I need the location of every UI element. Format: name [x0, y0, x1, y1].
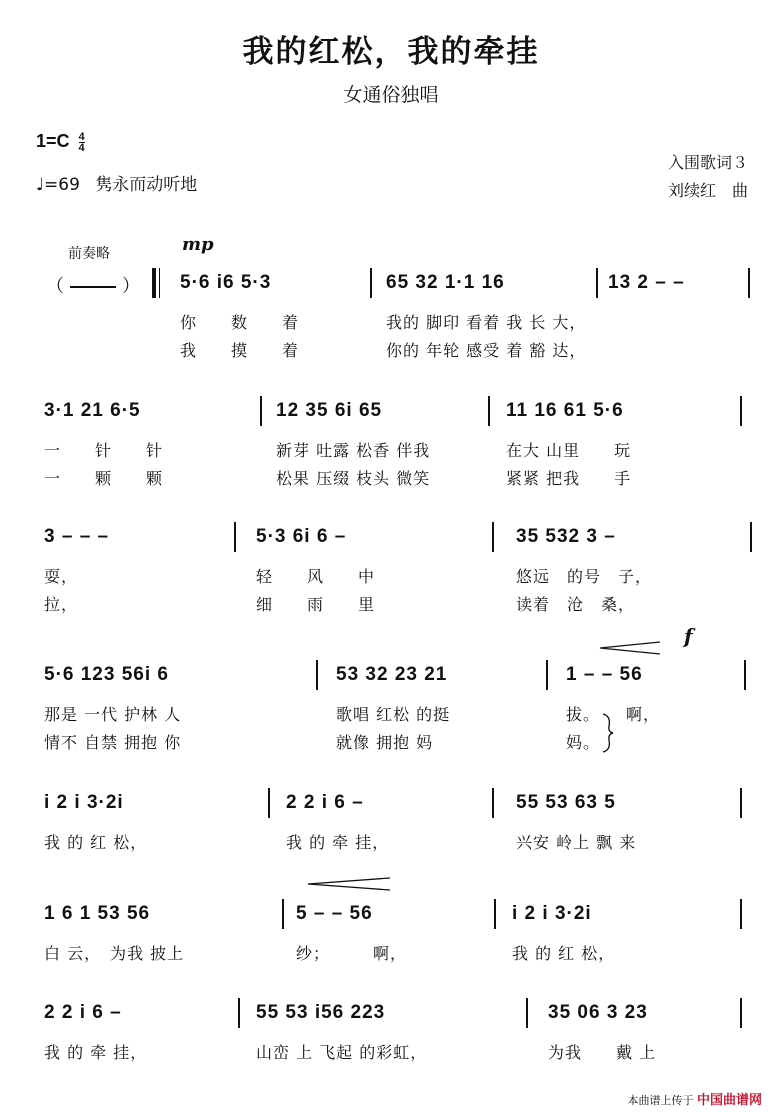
- bar-line: [750, 522, 752, 552]
- bar-line: [596, 268, 598, 298]
- footer-credit: [627, 1089, 762, 1108]
- time-sig-top: 4: [78, 130, 85, 143]
- measure-notes: 12 35 6i 65: [276, 400, 383, 421]
- lyric-text: 白 云， 为我 披上: [44, 944, 185, 963]
- lyric-text: 一 颗 颗: [44, 469, 164, 488]
- measure-notes: 55 53 63 5: [516, 792, 616, 813]
- lyric-text: 一 针 针: [44, 441, 164, 460]
- lyric-text: 松果 压缀 枝头 微笑: [276, 469, 431, 488]
- key-label: 1=C: [36, 131, 70, 151]
- song-title: 我的红松，我的牵挂: [242, 34, 540, 70]
- lyric-text: 我 的 红 松，: [512, 944, 616, 963]
- bar-line: [260, 396, 262, 426]
- key-signature: [36, 131, 85, 153]
- lyric-text: 就像 拥抱 妈: [336, 733, 434, 752]
- measure-notes: 3 – – –: [44, 526, 110, 547]
- prelude-open: （: [46, 276, 64, 297]
- measure-notes: 5·3 6i 6 –: [256, 526, 347, 547]
- bar-line: [546, 660, 548, 690]
- bar-line: [748, 268, 750, 298]
- bar-line: [282, 899, 284, 929]
- repeat-start-thin-bar: [159, 268, 160, 298]
- bar-line: [492, 522, 494, 552]
- lyric-text: 为我 戴 上: [548, 1043, 657, 1062]
- lyric-text: 细 雨 里: [256, 595, 376, 614]
- tempo-line: [36, 170, 197, 195]
- bar-line: [740, 998, 742, 1028]
- measure-notes: 35 06 3 23: [548, 1002, 648, 1023]
- lyric-text: 新芽 吐露 松香 伴我: [276, 441, 431, 460]
- expression-mark: 隽永而动听地: [95, 175, 198, 195]
- lyric-text: 拔。 啊，: [566, 705, 661, 724]
- bar-line: [494, 899, 496, 929]
- measure-notes: 11 16 61 5·6: [506, 400, 624, 421]
- bar-line: [740, 396, 742, 426]
- time-signature: [79, 132, 85, 153]
- lyric-text: 我 的 牵 挂，: [286, 833, 390, 852]
- prelude-close: ）: [122, 276, 140, 297]
- crescendo-hairpin-2: [306, 876, 392, 892]
- measure-notes: 2 2 i 6 –: [44, 1002, 122, 1023]
- lyricist-credit: 入围歌词３: [667, 153, 748, 172]
- lyric-text: 你 数 着: [180, 313, 300, 332]
- lyric-text: 纱； 啊，: [296, 944, 408, 963]
- lyric-text: 情不 自禁 拥抱 你: [44, 733, 182, 752]
- lyric-text: 紧紧 把我 手: [506, 469, 632, 488]
- lyric-text: 那是 一代 护林 人: [44, 705, 182, 724]
- dynamic-f: f: [684, 624, 693, 648]
- crescendo-hairpin-1: [598, 640, 662, 656]
- bar-line: [234, 522, 236, 552]
- lyric-text: 我 的 牵 挂，: [44, 1043, 148, 1062]
- intro-label: 前奏略: [68, 246, 110, 262]
- measure-notes: 53 32 23 21: [336, 664, 448, 685]
- composer-credit: 刘续红 曲: [667, 181, 748, 200]
- measure-notes: 35 532 3 –: [516, 526, 616, 547]
- bar-line: [492, 788, 494, 818]
- bar-line: [526, 998, 528, 1028]
- measure-notes: i 2 i 3·2i: [512, 903, 592, 924]
- lyric-text: 读着 沧 桑，: [516, 595, 636, 614]
- measure-notes: 5·6 i6 5·3: [180, 272, 272, 293]
- lyric-text: 轻 风 中: [256, 567, 376, 586]
- lyric-text: 耍，: [44, 567, 79, 586]
- footer-site: 中国曲谱网: [696, 1092, 762, 1107]
- measure-notes: i 2 i 3·2i: [44, 792, 124, 813]
- lyric-text: 我 的 红 松，: [44, 833, 148, 852]
- bar-line: [488, 396, 490, 426]
- prelude-placeholder: [46, 272, 140, 298]
- measure-notes: 5 – – 56: [296, 903, 373, 924]
- lyric-text: 歌唱 红松 的挺: [336, 705, 451, 724]
- time-sig-bottom: 4: [78, 141, 85, 154]
- lyric-text: 在大 山里 玩: [506, 441, 632, 460]
- song-subtitle: 女通俗独唱: [343, 84, 439, 106]
- measure-notes: 3·1 21 6·5: [44, 400, 141, 421]
- bar-line: [238, 998, 240, 1028]
- measure-notes: 2 2 i 6 –: [286, 792, 364, 813]
- bar-line: [740, 899, 742, 929]
- lyric-text: 我的 脚印 看着 我 长 大，: [386, 313, 587, 332]
- measure-notes: 1 – – 56: [566, 664, 643, 685]
- bar-line: [268, 788, 270, 818]
- lyric-text: 我 摸 着: [180, 341, 300, 360]
- repeat-start-bar: [152, 268, 156, 298]
- dynamic-mp: mp: [182, 234, 214, 255]
- prelude-dash: [70, 286, 116, 288]
- measure-notes: 55 53 i56 223: [256, 1002, 386, 1023]
- lyric-text: 拉，: [44, 595, 79, 614]
- tempo-mark: ♩=69: [36, 175, 80, 195]
- lyric-text: 兴安 岭上 飘 来: [516, 833, 637, 852]
- bar-line: [740, 788, 742, 818]
- measure-notes: 5·6 123 56i 6: [44, 664, 169, 685]
- lyric-text: 妈。: [566, 733, 601, 752]
- lyric-text: 山峦 上 飞起 的彩虹，: [256, 1043, 428, 1062]
- lyric-text: 你的 年轮 感受 着 豁 达，: [386, 341, 587, 360]
- lyric-text: 悠远 的号 子，: [516, 567, 653, 586]
- bar-line: [744, 660, 746, 690]
- bar-line: [316, 660, 318, 690]
- measure-notes: 65 32 1·1 16: [386, 272, 505, 293]
- measure-notes: 13 2 – –: [608, 272, 685, 293]
- bar-line: [370, 268, 372, 298]
- measure-notes: 1 6 1 53 56: [44, 903, 151, 924]
- footer-prefix: 本曲谱上传于: [627, 1094, 694, 1107]
